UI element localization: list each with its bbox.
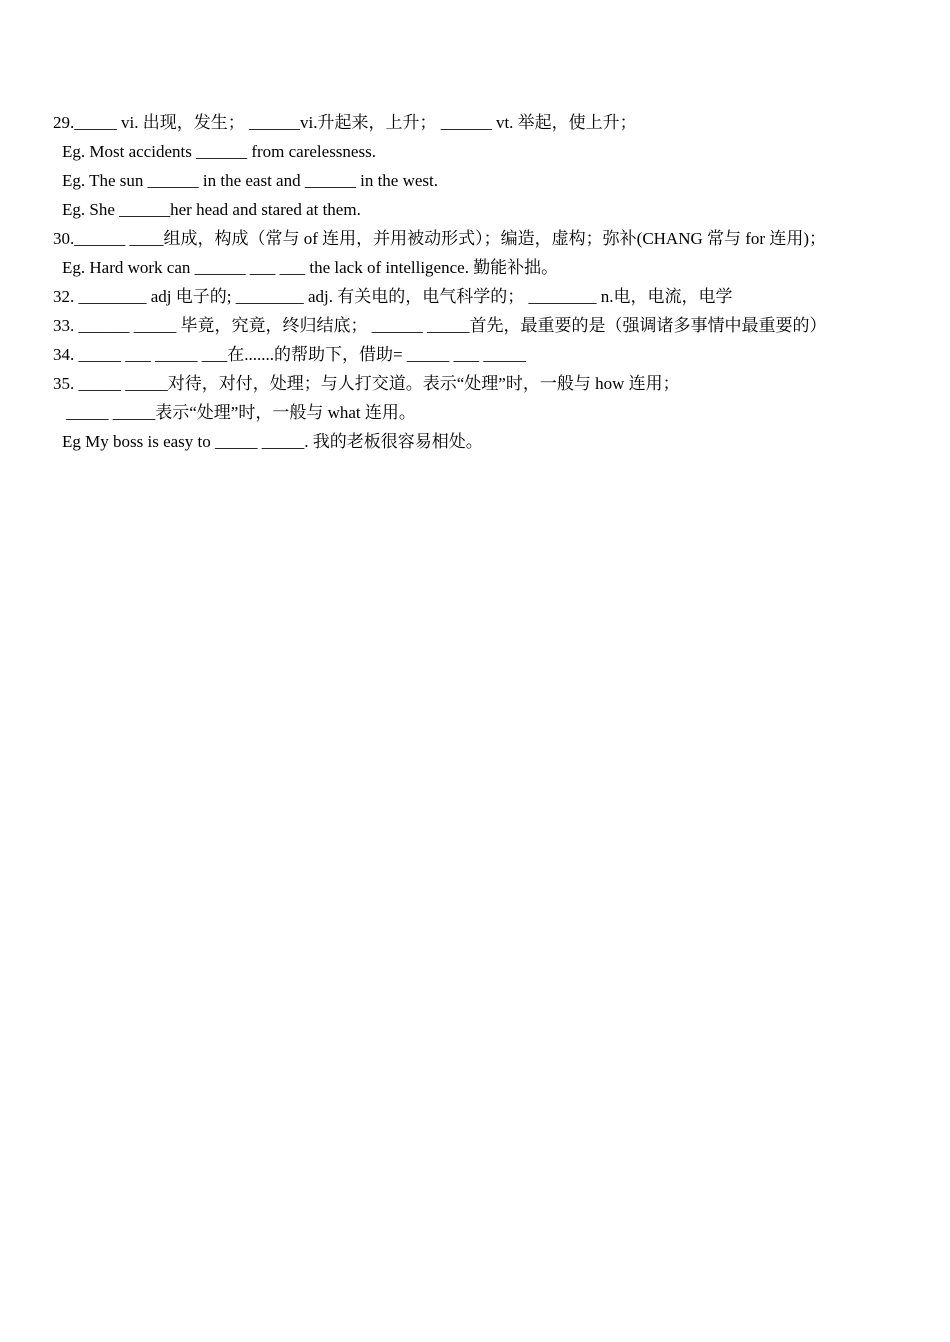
- item-35-line: 35. _____ _____对待，对付，处理；与人打交道。表示“处理”时，一般与 how 连用；: [53, 374, 680, 393]
- item-29-example-1: Eg. Most accidents ______ from carelessness.: [62, 142, 376, 161]
- item-30-example: Eg. Hard work can ______ ___ ___ the lack of intelligence. 勤能补拙。: [62, 258, 559, 277]
- item-30-line: 30.______ ____组成，构成（常与 of 连用，并用被动形式）；编造，虚构；弥补(CHANG 常与 for 连用)；: [53, 229, 827, 248]
- item-29-example-3: Eg. She ______her head and stared at them.: [62, 200, 361, 219]
- item-34-line: 34. _____ ___ _____ ___在.......的帮助下，借助= _____ ___ _____: [53, 345, 526, 364]
- document-body: [53, 108, 933, 456]
- item-32-line: 32. ________ adj 电子的; ________ adj. 有关电的，电气科学的； ________ n.电，电流，电学: [53, 287, 733, 306]
- item-35-example: Eg My boss is easy to _____ _____. 我的老板很容易相处。: [62, 432, 483, 451]
- item-35-line-2: _____ _____表示“处理”时，一般与 what 连用。: [66, 403, 416, 422]
- item-29-line: 29._____ vi. 出现，发生； ______vi.升起来，上升； ______ vt. 举起，使上升；: [53, 113, 637, 132]
- item-29-example-2: Eg. The sun ______ in the east and ______ in the west.: [62, 171, 438, 190]
- item-33-line: 33. ______ _____ 毕竟，究竟，终归结底； ______ _____首先，最重要的是（强调诸多事情中最重要的）: [53, 316, 827, 335]
